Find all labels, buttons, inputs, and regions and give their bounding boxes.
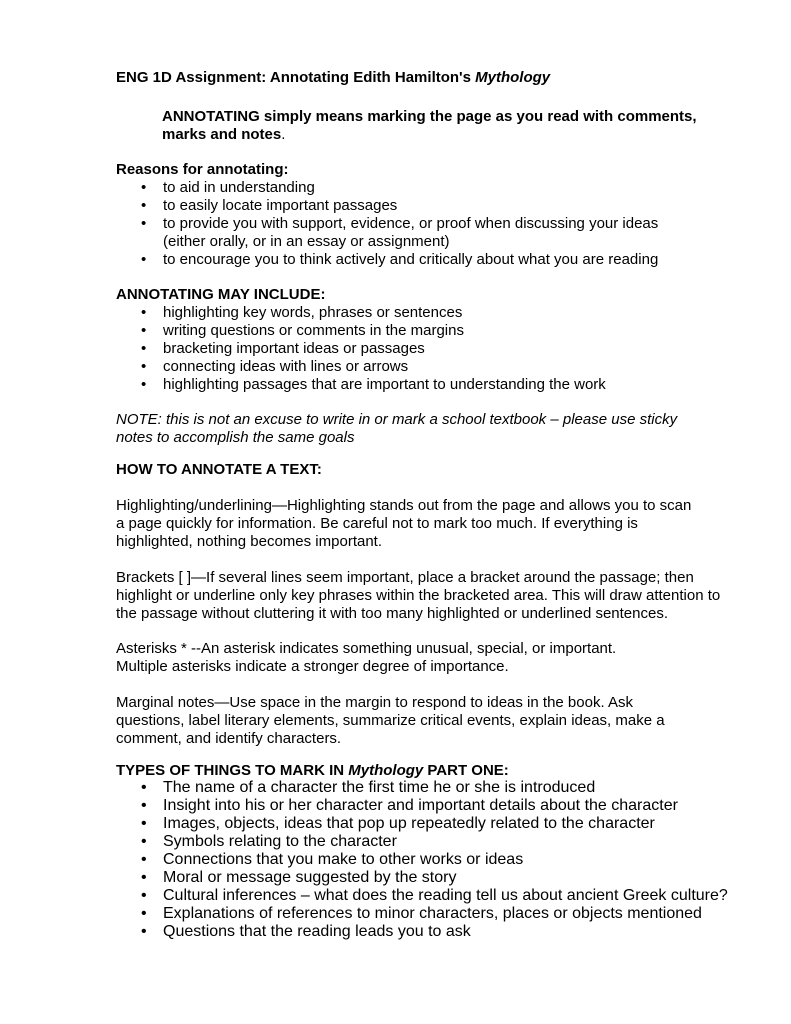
list-item: • highlighting key words, phrases or sentences <box>116 304 716 322</box>
list-item: • writing questions or comments in the margins <box>116 322 716 340</box>
list-item: • The name of a character the first time he or she is introduced <box>116 779 736 797</box>
list-item: • Moral or message suggested by the story <box>116 869 736 887</box>
paragraph-marginal-notes: Marginal notes—Use space in the margin to respond to ideas in the book. Ask questions, label literary elements, summarize critical events, explain ideas, make a comment, and identify characters. <box>116 694 665 747</box>
list-item: • connecting ideas with lines or arrows <box>116 358 716 376</box>
list-item: • to encourage you to think actively and critically about what you are reading <box>116 251 716 269</box>
types-heading: TYPES OF THINGS TO MARK IN Mythology PART ONE: <box>116 762 509 779</box>
page-title: ENG 1D Assignment: Annotating Edith Hamilton's Mythology <box>116 69 551 86</box>
types-list <box>116 779 736 941</box>
list-item: • Images, objects, ideas that pop up repeatedly related to the character <box>116 815 736 833</box>
list-item: • to easily locate important passages <box>116 197 716 215</box>
definition: ANNOTATING simply means marking the page as you read with comments, marks and notes. <box>162 108 697 143</box>
list-item: • Cultural inferences – what does the reading tell us about ancient Greek culture? <box>116 887 736 905</box>
list-item: • Connections that you make to other works or ideas <box>116 851 736 869</box>
list-item: • bracketing important ideas or passages <box>116 340 716 358</box>
reasons-heading: Reasons for annotating: <box>116 161 289 178</box>
note: NOTE: this is not an excuse to write in or mark a school textbook – please use sticky notes to accomplish the same goals <box>116 411 678 446</box>
list-item: • Questions that the reading leads you to ask <box>116 923 736 941</box>
list-item: • Explanations of references to minor characters, places or objects mentioned <box>116 905 736 923</box>
how-heading: HOW TO ANNOTATE A TEXT: <box>116 461 322 478</box>
paragraph-asterisks: Asterisks * --An asterisk indicates something unusual, special, or important. Multiple asterisks indicate a stronger degree of importance. <box>116 640 617 675</box>
list-item: • Insight into his or her character and important details about the character <box>116 797 736 815</box>
paragraph-highlighting: Highlighting/underlining—Highlighting stands out from the page and allows you to scan a page quickly for information. Be careful not to mark too much. If everything is highlighted, nothing becomes important. <box>116 497 692 550</box>
paragraph-brackets: Brackets [ ]—If several lines seem important, place a bracket around the passage; then highlight or underline only key phrases within the bracketed area. This will draw attention to the passage without cluttering it with too many highlighted or underlined sentences. <box>116 569 721 622</box>
list-item: • highlighting passages that are important to understanding the work <box>116 376 716 394</box>
list-item: • to aid in understanding <box>116 179 716 197</box>
may-include-list <box>116 304 716 394</box>
reasons-list <box>116 179 716 269</box>
list-item: • Symbols relating to the character <box>116 833 736 851</box>
may-include-heading: ANNOTATING MAY INCLUDE: <box>116 286 326 303</box>
title-book: Mythology <box>475 69 551 86</box>
list-item: • to provide you with support, evidence, or proof when discussing your ideas (either orally, or in an essay or assignment) <box>116 215 668 251</box>
